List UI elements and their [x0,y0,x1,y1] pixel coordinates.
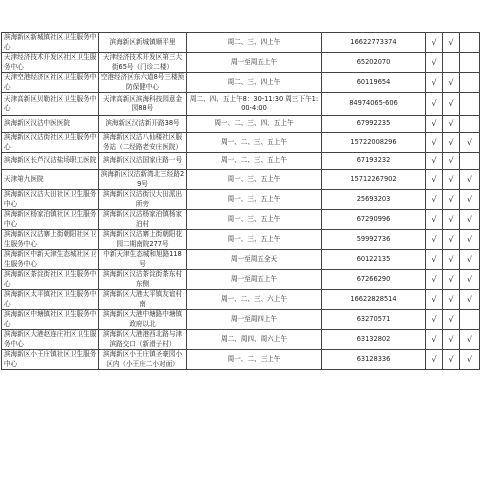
phone-cell: 15712267902 [322,170,426,190]
institution-name-cell: 天津第九医院 [2,170,99,190]
check-mark-cell: √ [443,73,460,93]
address-cell: 滨海新区大港中塘路中塘镇政府以北 [99,310,187,330]
phone-cell: 60122135 [322,250,426,270]
check-mark-cell: √ [460,270,480,290]
address-cell: 滨海新区新城镇顺平里 [99,33,187,53]
table-row [2,53,480,73]
check-mark-cell: √ [426,53,443,73]
check-mark-cell: √ [443,33,460,53]
phone-cell: 63132802 [322,330,426,350]
phone-cell: 84974065-606 [322,93,426,116]
table-row [2,116,480,133]
check-mark-cell [460,93,480,116]
service-hours-cell: 周一、二、三上午 [187,350,322,370]
phone-cell: 63270571 [322,310,426,330]
service-hours-cell: 周二、三、四上午 [187,73,322,93]
table-row [2,270,480,290]
service-hours-cell: 周二、三、四上午 [187,33,322,53]
check-mark-cell: √ [460,210,480,230]
institution-name-cell: 滨海新区新城镇社区卫生服务中心 [2,33,99,53]
check-mark-cell: √ [443,290,460,310]
check-mark-cell: √ [460,190,480,210]
check-mark-cell [460,116,480,133]
address-cell: 滨海新区汉沽国家庄路一号 [99,153,187,170]
check-mark-cell: √ [426,250,443,270]
check-mark-cell: √ [426,270,443,290]
institution-name-cell: 滨海新区汉沽寨上街朝阳社区卫生服务中心 [2,230,99,250]
phone-cell: 67992235 [322,116,426,133]
check-mark-cell [460,33,480,53]
check-mark-cell: √ [460,170,480,190]
table-row [2,93,480,116]
check-mark-cell: √ [426,93,443,116]
table-row [2,350,480,370]
check-mark-cell: √ [426,190,443,210]
check-mark-cell: √ [426,210,443,230]
institution-name-cell: 滨海新区汉沽街社区卫生服务中心 [2,133,99,153]
institution-name-cell: 滨海新区太平镇社区卫生服务中心 [2,290,99,310]
address-cell: 中新天津生态城和旭路118号 [99,250,187,270]
check-mark-cell: √ [426,310,443,330]
check-mark-cell: √ [426,116,443,133]
check-mark-cell: √ [426,153,443,170]
phone-cell: 16622773374 [322,33,426,53]
address-cell: 天津经济技术开发区第三大街65号（门诊二楼） [99,53,187,73]
address-cell: 滨海新区汉沽茶淀街茶东村东侧 [99,270,187,290]
phone-cell: 65202070 [322,53,426,73]
service-hours-cell: 周一、三、五上午 [187,230,322,250]
service-hours-cell: 周一、二、三、六上午 [187,290,322,310]
service-hours-cell: 周一、三、五上午 [187,210,322,230]
institution-name-cell: 滨海新区大港赵连庄社区卫生服务中心 [2,330,99,350]
service-hours-cell: 周一至周五上午 [187,53,322,73]
address-cell: 空港经济区东六道8号三楼预防保健中心 [99,73,187,93]
check-mark-cell: √ [426,73,443,93]
phone-cell: 67266290 [322,270,426,290]
table-body [2,33,480,370]
phone-cell: 60119654 [322,73,426,93]
check-mark-cell: √ [443,116,460,133]
check-mark-cell [460,73,480,93]
phone-cell: 67193232 [322,153,426,170]
service-hours-cell: 周一至周五全天 [187,250,322,270]
check-mark-cell: √ [426,290,443,310]
check-mark-cell: √ [443,210,460,230]
address-cell: 滨海新区大港港西北路与津滨路交口（新滑子村） [99,330,187,350]
service-hours-cell: 周一至周五上午 [187,270,322,290]
address-cell: 天津高新区滨海科技园意金园88号 [99,93,187,116]
phone-cell: 15722008296 [322,133,426,153]
service-hours-cell: 周一、二、三、四、五上午 [187,116,322,133]
address-cell: 滨海新区汉沽新湾北三经路29号 [99,170,187,190]
vaccination-sites-table [1,32,480,370]
phone-cell: 25693203 [322,190,426,210]
institution-name-cell: 天津空港经济区社区卫生服务中心 [2,73,99,93]
service-hours-cell: 周一至周四上午 [187,310,322,330]
check-mark-cell: √ [443,310,460,330]
check-mark-cell [460,153,480,170]
service-hours-cell: 周一、二、三、五上午 [187,133,322,153]
check-mark-cell: √ [443,153,460,170]
service-hours-cell: 周二、四、五上午8：30-11:30 周三下午1:00-4:00 [187,93,322,116]
service-hours-cell: 周一、三、五上午 [187,170,322,190]
address-cell: 滨海新区汉沽杨家泊镇杨家泊村 [99,210,187,230]
check-mark-cell: √ [443,133,460,153]
check-mark-cell: √ [443,170,460,190]
table-row [2,73,480,93]
address-cell: 滨海新区汉沽新开路38号 [99,116,187,133]
institution-name-cell: 滨海新区茶淀街社区卫生服务中心 [2,270,99,290]
check-mark-cell: √ [426,33,443,53]
check-mark-cell: √ [443,330,460,350]
institution-name-cell: 滨海新区汉沽大田社区卫生服务中心 [2,190,99,210]
check-mark-cell [460,310,480,330]
check-mark-cell: √ [443,250,460,270]
phone-cell: 59992736 [322,230,426,250]
check-mark-cell: √ [426,230,443,250]
table-row [2,133,480,153]
institution-name-cell: 滨海新区杨家泊镇社区卫生服务中心 [2,210,99,230]
check-mark-cell: √ [426,170,443,190]
phone-cell: 16622828514 [322,290,426,310]
institution-name-cell: 滨海新区中塘镇社区卫生服务中心 [2,310,99,330]
institution-name-cell: 滨海新区长芦汉沽盐场职工医院 [2,153,99,170]
service-hours-cell: 周一、三、五上午 [187,190,322,210]
address-cell: 滨海新区小王庄镇圣豪园小区内（小王庄二小对面） [99,350,187,370]
address-cell: 滨海新区汉沽寨上街朝阳花园二期南院277号 [99,230,187,250]
check-mark-cell: √ [426,133,443,153]
address-cell: 滨海新区大港太平镇友谊村南 [99,290,187,310]
check-mark-cell: √ [460,330,480,350]
institution-name-cell: 滨海新区小王庄镇社区卫生服务中心 [2,350,99,370]
service-hours-cell: 周二、周四、周六上午 [187,330,322,350]
table-row [2,310,480,330]
address-cell: 滨海新区汉沽街汉大田派出所旁 [99,190,187,210]
institution-name-cell: 天津高新区贝勒社区卫生服务中心 [2,93,99,116]
check-mark-cell: √ [426,330,443,350]
table-row [2,210,480,230]
institution-name-cell: 滨海新区汉沽中医医院 [2,116,99,133]
table-row [2,290,480,310]
table-row [2,190,480,210]
check-mark-cell: √ [460,230,480,250]
institution-name-cell: 滨海新区中新天津生态城社区卫生服务中心 [2,250,99,270]
check-mark-cell: √ [460,250,480,270]
service-hours-cell: 周一、二、三、五上午 [187,153,322,170]
check-mark-cell: √ [443,350,460,370]
check-mark-cell: √ [460,133,480,153]
check-mark-cell [460,53,480,73]
check-mark-cell [443,53,460,73]
address-cell: 滨海新区汉沽八仙楼社区服务站（二经路老安庄医院） [99,133,187,153]
check-mark-cell: √ [443,230,460,250]
check-mark-cell: √ [443,190,460,210]
check-mark-cell: √ [460,350,480,370]
institution-name-cell: 天津经济技术开发区社区卫生服务中心 [2,53,99,73]
table-row [2,170,480,190]
check-mark-cell: √ [426,350,443,370]
check-mark-cell: √ [443,93,460,116]
table-row [2,33,480,53]
check-mark-cell: √ [443,270,460,290]
table-row [2,250,480,270]
table-row [2,330,480,350]
phone-cell: 63128336 [322,350,426,370]
table-row [2,230,480,250]
check-mark-cell: √ [460,290,480,310]
phone-cell: 67290996 [322,210,426,230]
table-row [2,153,480,170]
